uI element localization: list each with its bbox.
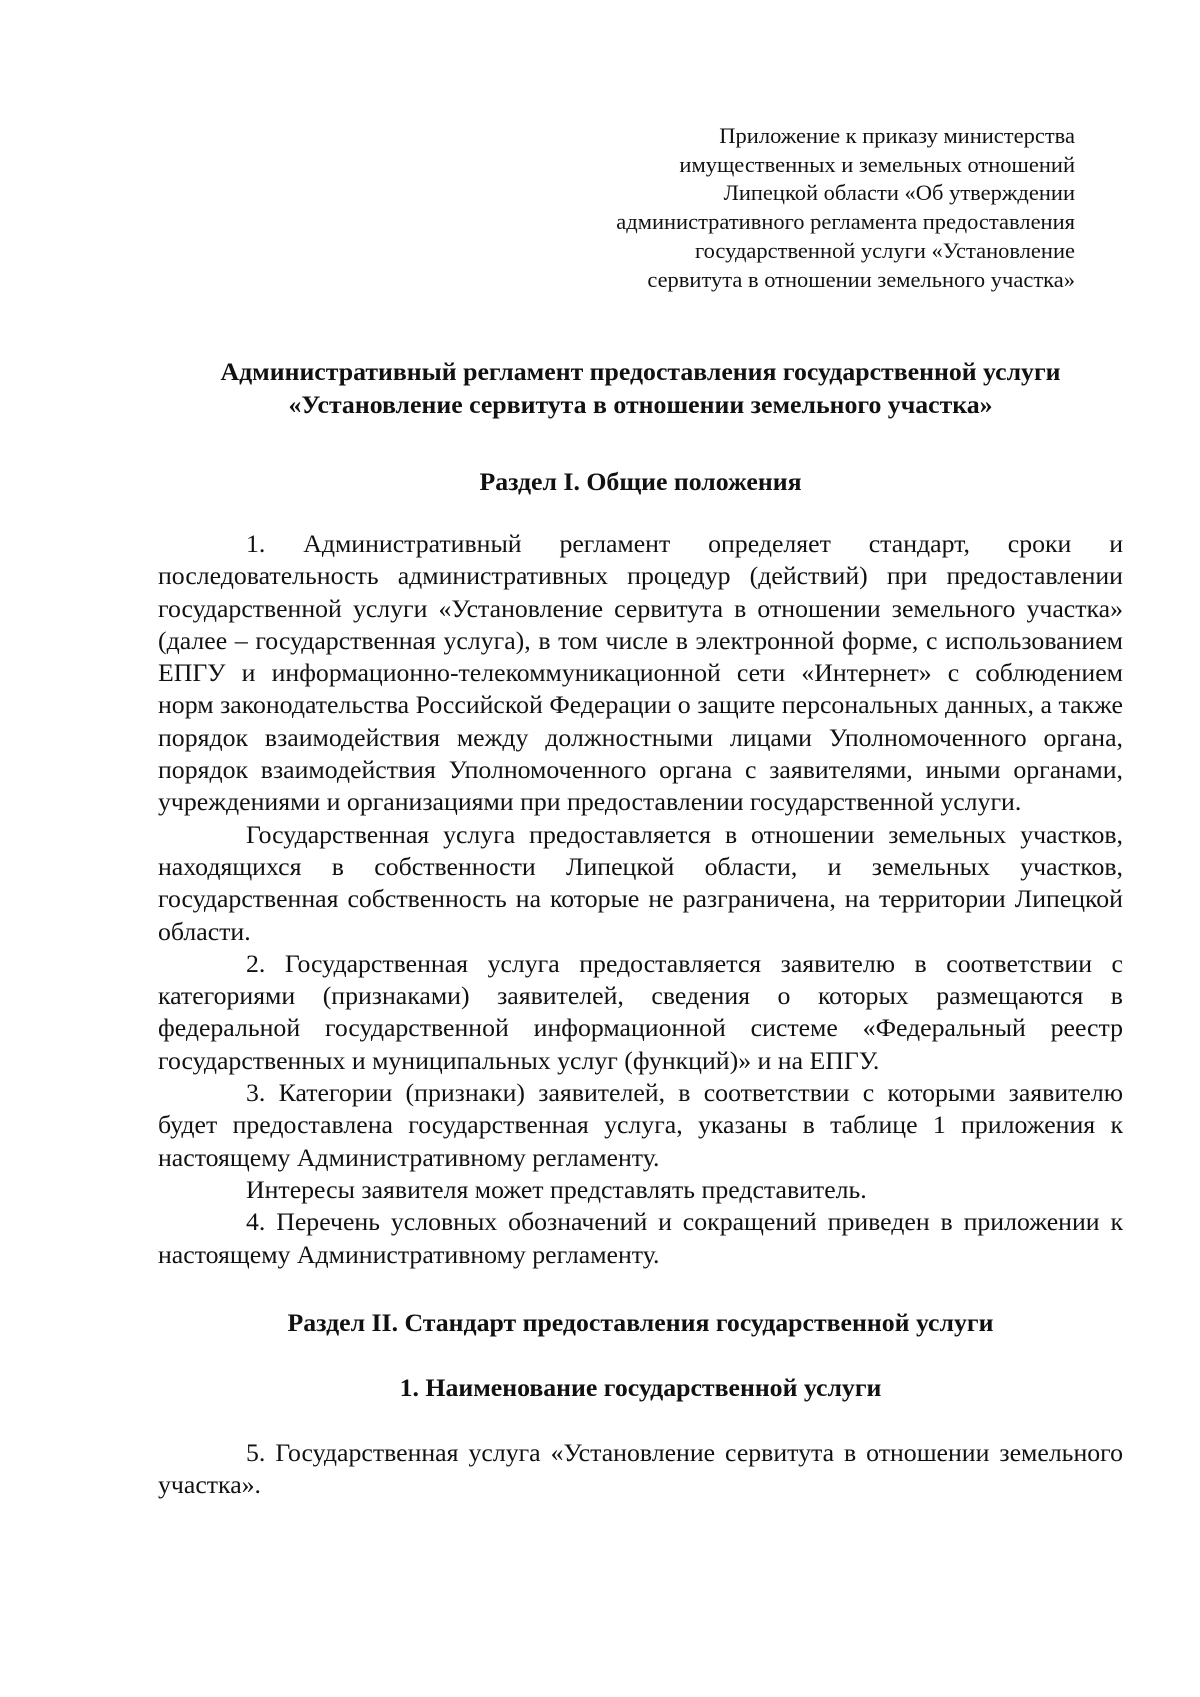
approval-line: Приложение к приказу министерства (719, 123, 1075, 148)
document-title-line: Административный регламент предоставления государственной услуги (220, 357, 1061, 386)
approval-line: государственной услуги «Установление (694, 237, 1075, 263)
approval-line: Липецкой области «Об утверждении (723, 180, 1075, 206)
section-heading: Раздел II. Стандарт предоставления государственной услуги (287, 1307, 994, 1337)
document-title-line: «Установление сервитута в отношении земельного участка» (288, 390, 993, 419)
approval-line: сервитута в отношении земельного участка» (647, 266, 1075, 292)
paragraph: 4. Перечень условных обозначений и сокращений приведен в приложении к настоящему Административному регламенту. (158, 1207, 1123, 1269)
approval-line: административного регламента предоставления (616, 209, 1075, 235)
approval-block (515, 122, 1075, 294)
document-body (158, 355, 1123, 1501)
paragraph: 2. Государственная услуга предоставляется заявителю в соответствии с категориями (признаками) заявителей, сведения о которых размещаются в федеральной государственной информационной системе «Федеральный реестр государственных и муниципальных услуг (функций)» и на ЕПГУ. (158, 948, 1123, 1075)
subsection-heading: 1. Наименование государственной услуги (399, 1372, 882, 1402)
paragraph: 5. Государственная услуга «Установление сервитута в отношении земельного участка». (158, 1437, 1123, 1500)
paragraph: Интересы заявителя может представлять представитель. (246, 1174, 867, 1204)
approval-line: имущественных и земельных отношений (679, 151, 1075, 177)
paragraph: Государственная услуга предоставляется в отношении земельных участков, находящихся в собственности Липецкой области, и земельных участков, государственная собственность на которые не разграничена, на территории Липецкой области. (158, 819, 1123, 946)
paragraph: 3. Категории (признаки) заявителей, в соответствии с которыми заявителю будет предоставлена государственная услуга, указаны в таблице 1 приложения к настоящему Административному регламенту. (158, 1078, 1123, 1172)
section-heading: Раздел I. Общие положения (479, 467, 802, 496)
paragraph: 1. Административный регламент определяет стандарт, сроки и последовательность административных процедур (действий) при предоставлении государственной услуги «Установление сервитута в отношении земельного участка» (далее – государственная услуга), в том числе в электронной форме, с использованием ЕПГУ и информационно-телекоммуникационной сети «Интернет» с соблюдением норм законодательства Российской Федерации о защите персональных данных, а также порядок взаимодействия между должностными лицами Уполномоченного органа, порядок взаимодействия Уполномоченного органа с заявителями, иными органами, учреждениями и организациями при предоставлении государственной услуги. (158, 529, 1123, 817)
document-title (158, 355, 1123, 421)
